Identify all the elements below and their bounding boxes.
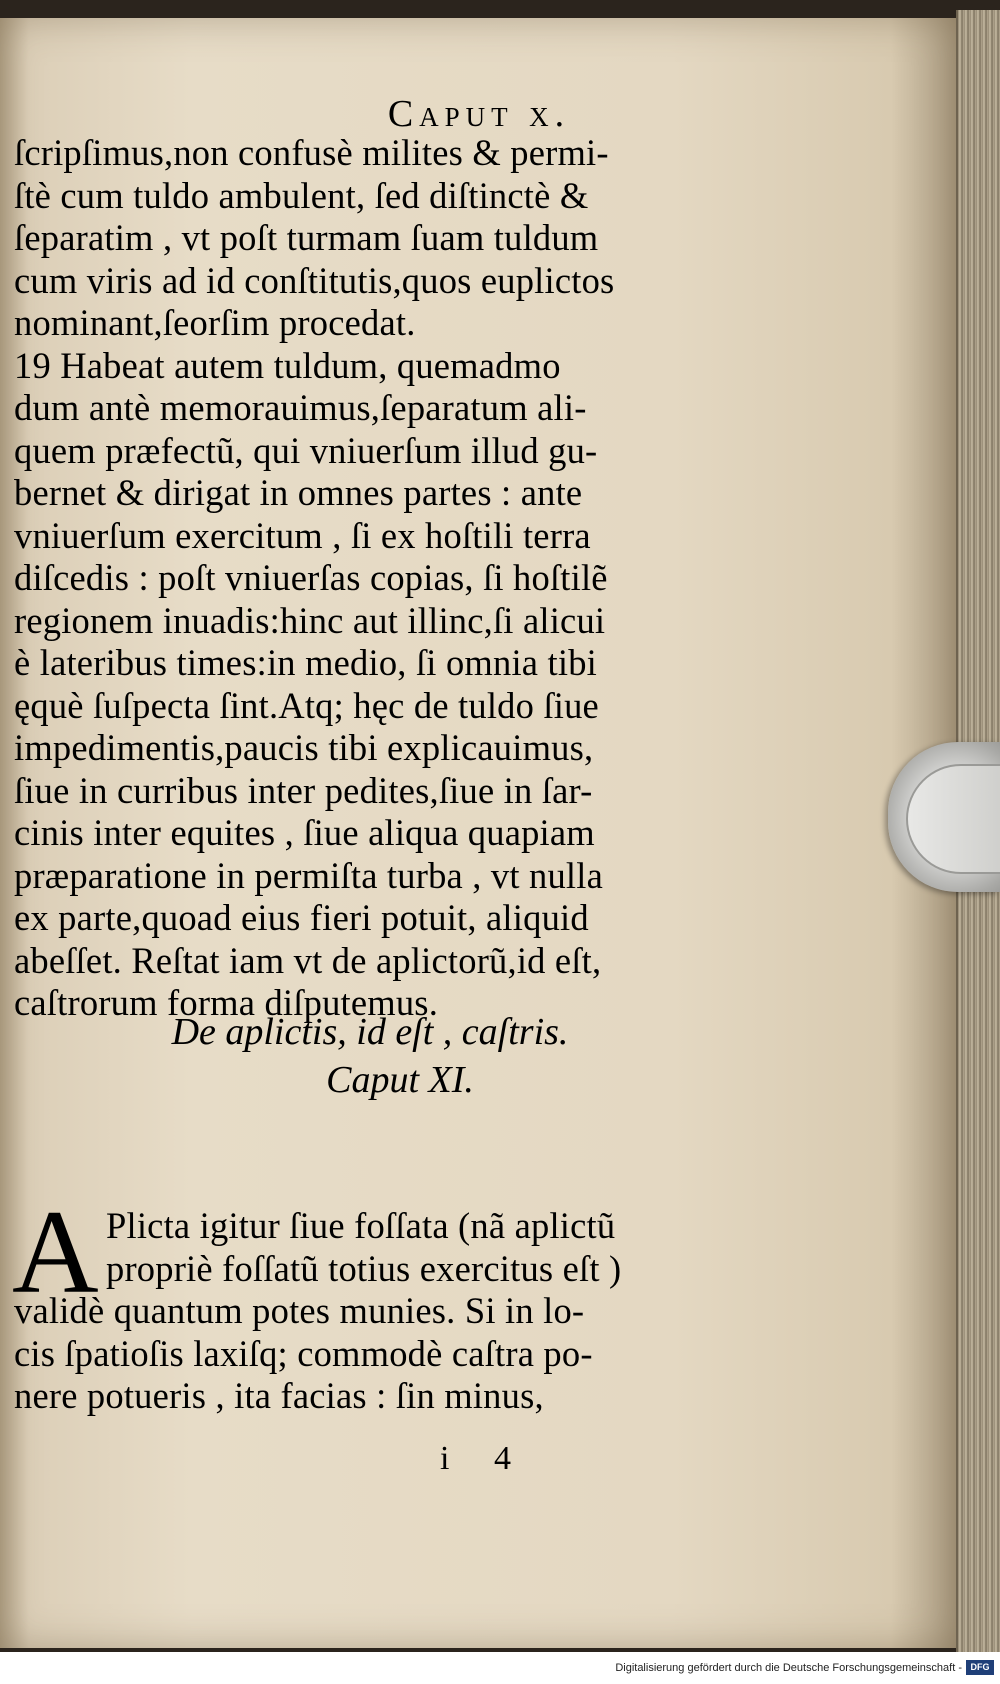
text-line: præparatione in permiſta turba , vt nulla [14,854,603,896]
text-line: regionem inuadis:hinc aut illinc,ſi alicui [14,599,606,641]
text-line: quem præfectũ, qui vniuerſum illud gu- [14,429,598,471]
text-line: vniuerſum exercitum , ſi ex hoſtili terra [14,514,591,556]
chapter-text-line: nere potueris , ita facias : ſin minus, [14,1375,544,1416]
text-line: è lateribus times:in medio, ſi omnia tibi [14,642,597,683]
running-header: Caput x. [387,93,571,135]
drop-cap: A [12,1185,99,1318]
dfg-logo: DFG [966,1660,994,1675]
text-line: ſeparatim , vt poſt turmam ſuam tuldum [14,217,599,258]
chapter-text-line: cis ſpatioſis laxiſq; commodè caſtra po- [14,1332,593,1374]
text-line: bernet & dirigat in omnes partes : ante [14,472,583,513]
text-line: ſiue in curribus inter pedites,ſiue in ſar- [14,769,593,811]
text-line: cinis inter equites , ſiue aliqua quapiam [14,812,595,853]
text-line: caſtrorum forma diſputemus. [14,982,439,1023]
signature-mark: i 4 [440,1440,529,1477]
body-text [14,132,724,1025]
footer-bar [0,1652,1000,1684]
text-line: dum antè memorauimus,ſeparatum ali- [14,387,587,428]
section-title: De aplictis, id eſt , caſtris. [171,1011,569,1053]
chapter-text [14,1205,734,1418]
chapter-text-line: propriè foſſatũ totius exercitus eſt ) [106,1247,622,1289]
chapter-text-line: validè quantum potes munies. Si in lo- [14,1290,585,1331]
text-line: diſcedis : poſt vniuerſas copias, ſi hoſtilẽ [14,557,608,598]
text-line: ſcripſimus,non confusè milites & permi- [14,132,609,173]
text-line: ex parte,quoad eius fieri potuit, aliquid [14,897,589,938]
text-line: ſtè cum tuldo ambulent, ſed diſtinctè & [14,174,589,216]
chapter-label: Caput XI. [326,1059,474,1101]
text-line: abeſſet. Reſtat iam vt de aplictorũ,id eſt, [14,939,602,981]
text-line: nominant,ſeorſim procedat. [14,302,416,343]
footer-credit: Digitalisierung gefördert durch die Deutsche Forschungsgemeinschaft - [615,1662,962,1674]
page-clip-inner [906,764,1000,874]
chapter-text-line: Plicta igitur ſiue foſſata (nã aplictũ [106,1205,616,1246]
text-line: ęquè ſuſpecta ſint.Atq; hęc de tuldo ſiue [14,684,599,726]
text-line: cum viris ad id conſtitutis,quos euplictos [14,259,615,301]
text-line: 19 Habeat autem tuldum, quemadmo [14,344,561,386]
text-line: impedimentis,paucis tibi explicauimus, [14,727,594,768]
